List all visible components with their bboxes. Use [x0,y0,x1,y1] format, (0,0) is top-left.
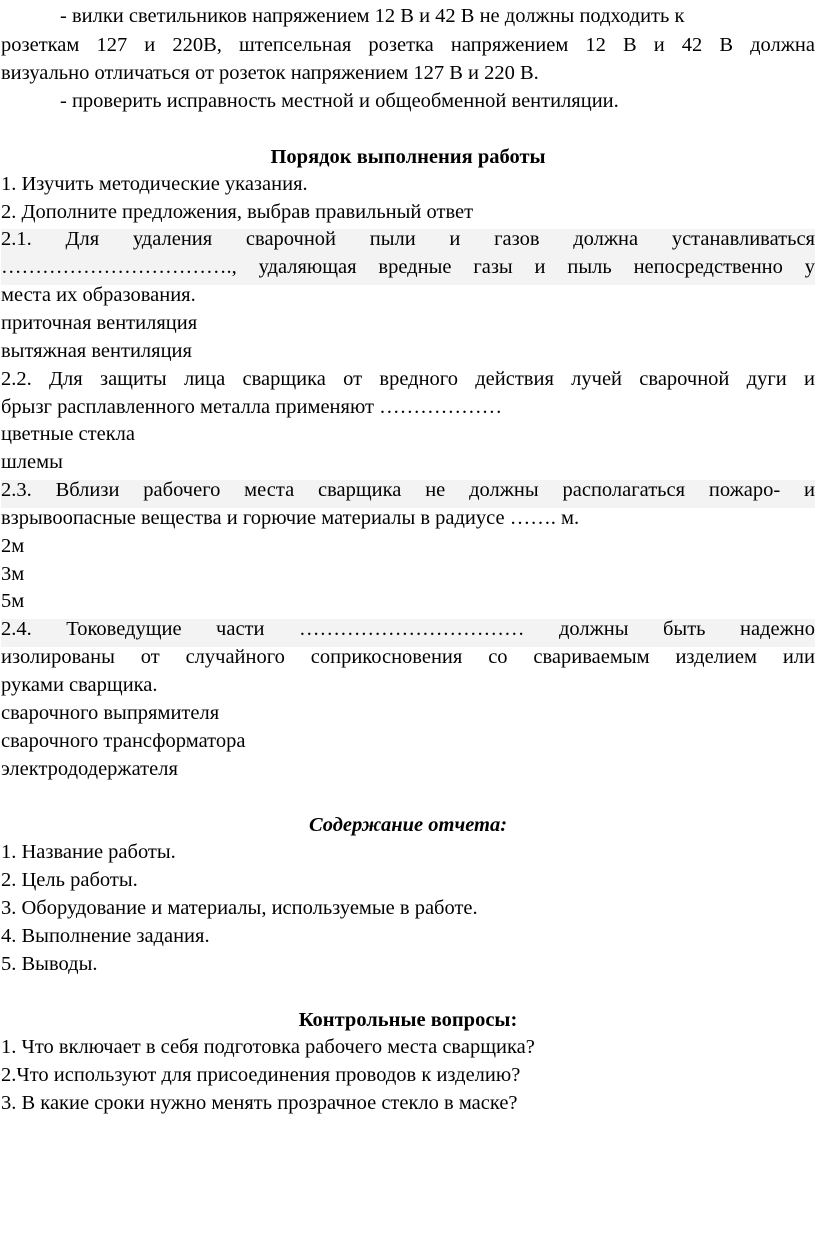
option-welding-transformer: сварочного трансформатора [1,730,246,752]
question-2-4-line-2: изолированы от случайного соприкосновения со свариваемым изделием или [1,646,815,668]
option-exhaust-ventilation: вытяжная вентиляция [1,340,192,362]
control-question-2: 2.Что используют для присоединения проводов к изделию? [1,1064,521,1086]
report-item-2: 2. Цель работы. [1,869,138,891]
option-welding-rectifier: сварочного выпрямителя [1,702,220,724]
question-2-2-line-2: брызг расплавленного металла применяют ……………… [1,396,503,418]
question-2-2-line-1: 2.2. Для защиты лица сварщика от вредного действия лучей сварочной дуги и [1,368,815,390]
control-heading: Контрольные вопросы: [298,1009,518,1031]
question-2-1-line-2: ……………………………., удаляющая вредные газы и пыль непосредственно у [1,257,815,285]
question-2-4-line-3: руками сварщика. [1,674,158,696]
option-helmets: шлемы [1,451,63,473]
question-2-1-line-3: места их образования. [1,284,196,306]
question-2-3-line-2: взрывоопасные вещества и горючие материалы в радиусе ……. м. [1,507,580,529]
intro-line-3: визуально отличаться от розеток напряжением 127 В и 220 В. [1,62,539,84]
control-question-3: 3. В какие сроки нужно менять прозрачное стекло в маске? [1,1092,518,1114]
report-item-4: 4. Выполнение задания. [1,925,210,947]
option-colored-glass: цветные стекла [1,423,136,445]
procedure-step-2: 2. Дополните предложения, выбрав правильный ответ [1,201,474,223]
intro-line-1: - вилки светильников напряжением 12 В и 42 В не должны подходить к [60,5,685,27]
option-supply-ventilation: приточная вентиляция [1,312,198,334]
intro-line-2: розеткам 127 и 220В, штепсельная розетка напряжением 12 В и 42 В должна [1,34,815,56]
option-3m: 3м [1,563,25,585]
option-electrode-holder: электрододержателя [1,758,178,780]
report-item-5: 5. Выводы. [1,953,98,975]
question-2-1-line-1: 2.1. Для удаления сварочной пыли и газов должна устанавливаться [1,229,815,257]
question-2-3-line-1: 2.3. Вблизи рабочего места сварщика не должны располагаться пожаро- и [1,480,815,508]
option-2m: 2м [1,535,25,557]
intro-line-4: - проверить исправность местной и общеобменной вентиляции. [60,90,619,112]
report-heading: Содержание отчета: [308,814,508,836]
report-item-1: 1. Название работы. [1,841,176,863]
procedure-heading: Порядок выполнения работы [270,146,546,168]
option-5m: 5м [1,590,25,612]
report-item-3: 3. Оборудование и материалы, используемые в работе. [1,897,478,919]
procedure-step-1: 1. Изучить методические указания. [1,173,308,195]
question-2-4-line-1: 2.4. Токоведущие части …………………………… должны быть надежно [1,619,815,647]
control-question-1: 1. Что включает в себя подготовка рабочего места сварщика? [1,1036,535,1058]
